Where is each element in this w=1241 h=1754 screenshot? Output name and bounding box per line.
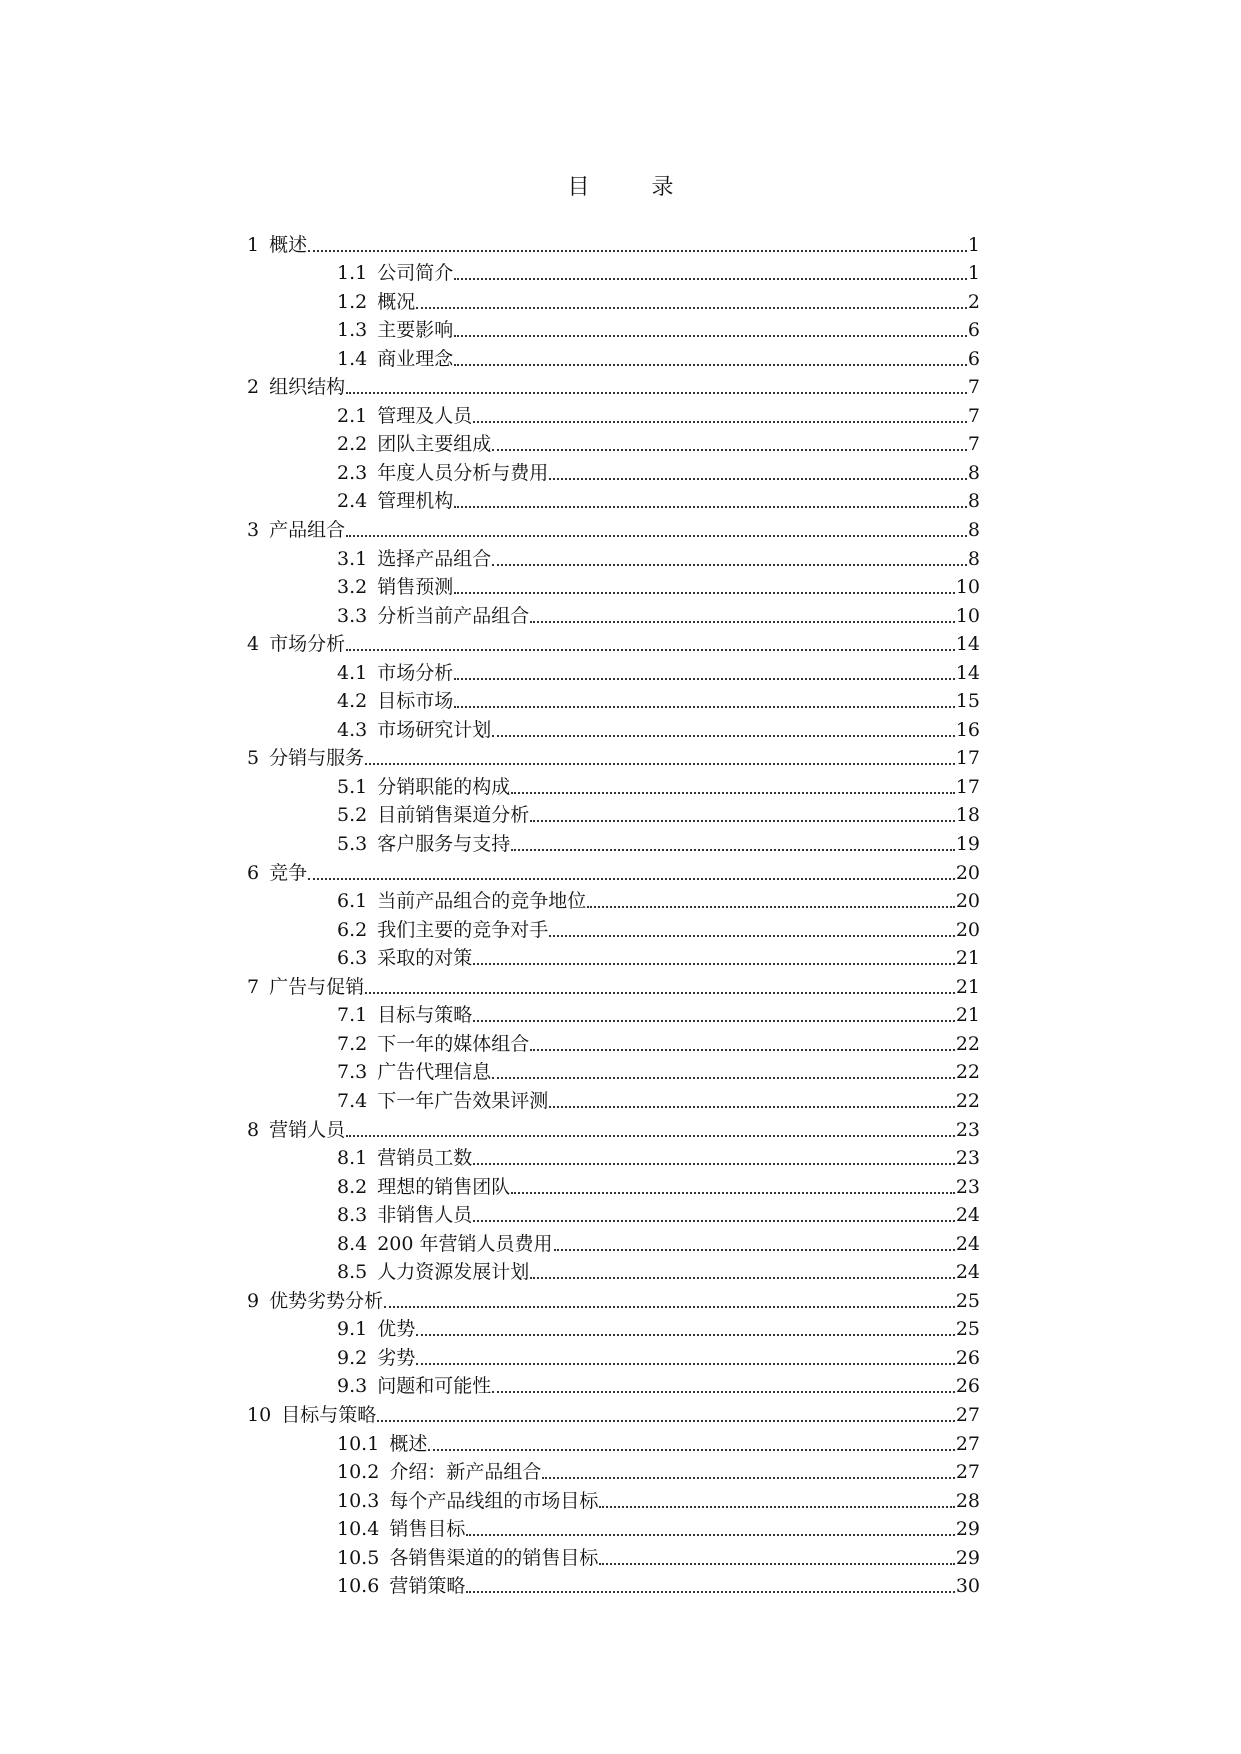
toc-entry-page-number: 8 xyxy=(967,547,980,570)
toc-dot-leader xyxy=(473,421,967,423)
page-title-left: 目 xyxy=(567,175,590,200)
toc-entry-page-number: 26 xyxy=(955,1375,980,1398)
toc-entry-number: 6.1 xyxy=(337,890,368,913)
toc-entry-page-number: 21 xyxy=(955,1004,980,1027)
toc-dot-leader xyxy=(530,1277,955,1279)
toc-entry-number: 8.5 xyxy=(337,1261,368,1284)
toc-entry-title: 问题和可能性 xyxy=(377,1375,492,1398)
toc-entry-page-number: 22 xyxy=(955,1032,980,1055)
toc-entry-title: 客户服务与支持 xyxy=(377,833,511,856)
toc-entry-page-number: 27 xyxy=(955,1403,980,1426)
toc-entry[interactable] xyxy=(247,1058,980,1087)
toc-entry-title: 人力资源发展计划 xyxy=(377,1261,530,1284)
toc-entry[interactable] xyxy=(247,430,980,459)
toc-entry-title: 采取的对策 xyxy=(377,947,473,970)
toc-entry[interactable] xyxy=(247,316,980,345)
toc-dot-leader xyxy=(346,392,967,394)
toc-entry-page-number: 26 xyxy=(955,1346,980,1369)
toc-entry-title: 营销员工数 xyxy=(377,1147,473,1170)
toc-entry[interactable] xyxy=(247,1258,980,1287)
toc-entry-page-number: 30 xyxy=(955,1575,980,1598)
toc-entry[interactable] xyxy=(247,458,980,487)
toc-dot-leader xyxy=(454,335,967,337)
toc-entry-page-number: 1 xyxy=(967,262,980,285)
toc-dot-leader xyxy=(530,1049,955,1051)
toc-entry-title: 管理及人员 xyxy=(377,404,473,427)
toc-entry[interactable] xyxy=(247,1201,980,1230)
toc-entry-number: 1.2 xyxy=(337,290,368,313)
toc-entry-number: 7.1 xyxy=(337,1004,368,1027)
toc-entry-page-number: 24 xyxy=(955,1204,980,1227)
toc-entry-number: 9 xyxy=(247,1289,260,1312)
toc-entry-page-number: 17 xyxy=(955,775,980,798)
toc-entry-title: 市场分析 xyxy=(377,661,454,684)
toc-entry-title: 分销与服务 xyxy=(269,747,365,770)
toc-entry[interactable] xyxy=(247,630,980,659)
toc-entry[interactable] xyxy=(247,1001,980,1030)
toc-entry-title: 概述 xyxy=(269,233,308,256)
toc-entry-title: 商业理念 xyxy=(377,347,454,370)
toc-entry-number: 8.4 xyxy=(337,1232,368,1255)
toc-entry-page-number: 24 xyxy=(955,1261,980,1284)
toc-entry-title: 下一年的媒体组合 xyxy=(377,1032,530,1055)
toc-entry[interactable] xyxy=(247,1029,980,1058)
toc-entry-number: 4 xyxy=(247,633,260,656)
toc-entry-title: 目标与策略 xyxy=(281,1403,377,1426)
toc-entry-title: 下一年广告效果评测 xyxy=(377,1089,549,1112)
toc-entry-page-number: 21 xyxy=(955,975,980,998)
toc-dot-leader xyxy=(346,1135,955,1137)
toc-entry-title: 市场分析 xyxy=(269,633,346,656)
toc-entry-page-number: 22 xyxy=(955,1089,980,1112)
toc-entry[interactable] xyxy=(247,1144,980,1173)
toc-entry-number: 9.3 xyxy=(337,1375,368,1398)
toc-entry-title: 主要影响 xyxy=(377,319,454,342)
toc-entry-number: 9.2 xyxy=(337,1346,368,1369)
toc-entry[interactable] xyxy=(247,1429,980,1458)
page-title xyxy=(0,170,1241,201)
toc-entry-page-number: 15 xyxy=(955,690,980,713)
toc-entry[interactable] xyxy=(247,1572,980,1601)
toc-entry[interactable] xyxy=(247,1400,980,1429)
toc-entry[interactable] xyxy=(247,887,980,916)
toc-dot-leader xyxy=(308,878,955,880)
toc-entry-page-number: 19 xyxy=(955,833,980,856)
toc-entry-number: 8.2 xyxy=(337,1175,368,1198)
toc-entry[interactable] xyxy=(247,601,980,630)
toc-entry-number: 4.3 xyxy=(337,718,368,741)
toc-entry-title: 组织结构 xyxy=(269,376,346,399)
toc-entry-number: 3.1 xyxy=(337,547,368,570)
toc-dot-leader xyxy=(377,1420,955,1422)
toc-entry-title: 目标市场 xyxy=(377,690,454,713)
toc-dot-leader xyxy=(346,649,955,651)
toc-entry-title: 介绍：新产品组合 xyxy=(389,1461,542,1484)
toc-entry-number: 5.3 xyxy=(337,833,368,856)
toc-entry[interactable] xyxy=(247,515,980,544)
toc-dot-leader xyxy=(492,449,967,451)
toc-entry[interactable] xyxy=(247,1229,980,1258)
toc-entry-number: 6.2 xyxy=(337,918,368,941)
toc-entry-number: 1.3 xyxy=(337,319,368,342)
toc-entry-number: 10.5 xyxy=(337,1546,380,1569)
toc-entry-page-number: 20 xyxy=(955,890,980,913)
toc-entry-number: 2.1 xyxy=(337,404,368,427)
toc-dot-leader xyxy=(492,735,955,737)
toc-entry-number: 1 xyxy=(247,233,260,256)
toc-dot-leader xyxy=(492,1077,955,1079)
toc-entry-number: 4.2 xyxy=(337,690,368,713)
toc-entry-title: 各销售渠道的的销售目标 xyxy=(389,1546,599,1569)
toc-entry-number: 1.4 xyxy=(337,347,368,370)
toc-entry-page-number: 8 xyxy=(967,519,980,542)
toc-entry-title: 营销策略 xyxy=(389,1575,466,1598)
toc-entry-title: 劣势 xyxy=(377,1346,416,1369)
toc-dot-leader xyxy=(511,1192,955,1194)
toc-entry[interactable] xyxy=(247,259,980,288)
toc-entry-number: 3 xyxy=(247,519,260,542)
toc-entry[interactable] xyxy=(247,915,980,944)
toc-entry[interactable] xyxy=(247,801,980,830)
toc-dot-leader xyxy=(473,1220,955,1222)
toc-entry-number: 8.3 xyxy=(337,1204,368,1227)
toc-entry-title: 我们主要的竞争对手 xyxy=(377,918,549,941)
toc-entry-title: 理想的销售团队 xyxy=(377,1175,511,1198)
toc-dot-leader xyxy=(454,278,967,280)
toc-entry-number: 3.2 xyxy=(337,576,368,599)
toc-entry-title: 当前产品组合的竞争地位 xyxy=(377,890,587,913)
toc-entry-number: 10.4 xyxy=(337,1518,380,1541)
toc-entry[interactable] xyxy=(247,1515,980,1544)
toc-entry-title: 团队主要组成 xyxy=(377,433,492,456)
toc-entry-title: 广告与促销 xyxy=(269,975,365,998)
toc-entry-page-number: 2 xyxy=(967,290,980,313)
toc-dot-leader xyxy=(549,1106,955,1108)
toc-entry-number: 7 xyxy=(247,975,260,998)
toc-entry-title: 年度人员分析与费用 xyxy=(377,461,549,484)
toc-entry-number: 2 xyxy=(247,376,260,399)
page-title-right: 录 xyxy=(651,175,674,200)
toc-entry-number: 10.1 xyxy=(337,1432,380,1455)
toc-dot-leader xyxy=(454,678,955,680)
toc-entry[interactable] xyxy=(247,1315,980,1344)
toc-entry[interactable] xyxy=(247,1286,980,1315)
toc-entry-page-number: 23 xyxy=(955,1175,980,1198)
toc-entry[interactable] xyxy=(247,287,980,316)
toc-entry[interactable] xyxy=(247,687,980,716)
toc-entry-title: 销售预测 xyxy=(377,576,454,599)
toc-entry[interactable] xyxy=(247,1458,980,1487)
toc-entry[interactable] xyxy=(247,230,980,259)
toc-entry-title: 产品组合 xyxy=(269,519,346,542)
toc-entry-title: 概况 xyxy=(377,290,416,313)
toc-dot-leader xyxy=(416,1363,955,1365)
toc-entry-page-number: 7 xyxy=(967,433,980,456)
toc-entry-page-number: 20 xyxy=(955,918,980,941)
toc-entry-page-number: 10 xyxy=(955,604,980,627)
toc-entry-title: 销售目标 xyxy=(389,1518,466,1541)
toc-dot-leader xyxy=(365,763,955,765)
toc-entry-title: 分析当前产品组合 xyxy=(377,604,530,627)
toc-entry-page-number: 6 xyxy=(967,347,980,370)
toc-entry-title: 管理机构 xyxy=(377,490,454,513)
toc-entry-page-number: 27 xyxy=(955,1432,980,1455)
toc-entry-page-number: 22 xyxy=(955,1061,980,1084)
toc-entry[interactable] xyxy=(247,715,980,744)
toc-entry-title: 目前销售渠道分析 xyxy=(377,804,530,827)
toc-entry-title: 目标与策略 xyxy=(377,1004,473,1027)
toc-entry-page-number: 28 xyxy=(955,1489,980,1512)
toc-entry[interactable] xyxy=(247,373,980,402)
toc-entry-title: 公司简介 xyxy=(377,262,454,285)
toc-entry[interactable] xyxy=(247,772,980,801)
toc-dot-leader xyxy=(530,820,955,822)
toc-dot-leader xyxy=(511,792,955,794)
toc-entry-page-number: 7 xyxy=(967,404,980,427)
toc-dot-leader xyxy=(416,1334,955,1336)
toc-entry[interactable] xyxy=(247,944,980,973)
toc-entry-title: 营销人员 xyxy=(269,1118,346,1141)
toc-entry-page-number: 20 xyxy=(955,861,980,884)
toc-dot-leader xyxy=(454,592,955,594)
toc-dot-leader xyxy=(492,1391,955,1393)
toc-dot-leader xyxy=(466,1591,954,1593)
toc-entry-page-number: 23 xyxy=(955,1147,980,1170)
toc-entry-number: 6 xyxy=(247,861,260,884)
toc-entry-number: 8 xyxy=(247,1118,260,1141)
toc-entry[interactable] xyxy=(247,1086,980,1115)
toc-dot-leader xyxy=(473,1020,955,1022)
toc-entry-title: 200 年营销人员费用 xyxy=(377,1232,553,1255)
toc-entry[interactable] xyxy=(247,544,980,573)
toc-entry-page-number: 6 xyxy=(967,319,980,342)
toc-dot-leader xyxy=(554,1249,955,1251)
toc-entry-page-number: 1 xyxy=(967,233,980,256)
toc-entry-number: 2.2 xyxy=(337,433,368,456)
toc-entry[interactable] xyxy=(247,1115,980,1144)
toc-dot-leader xyxy=(473,963,955,965)
toc-dot-leader xyxy=(549,935,955,937)
toc-dot-leader xyxy=(466,1534,954,1536)
toc-entry-number: 8.1 xyxy=(337,1147,368,1170)
toc-entry-number: 10 xyxy=(247,1403,272,1426)
toc-entry-title: 概述 xyxy=(389,1432,428,1455)
toc-dot-leader xyxy=(428,1449,954,1451)
toc-dot-leader xyxy=(308,250,967,252)
toc-entry-number: 1.1 xyxy=(337,262,368,285)
table-of-contents xyxy=(247,230,980,1600)
toc-entry-number: 2.3 xyxy=(337,461,368,484)
toc-entry[interactable] xyxy=(247,658,980,687)
toc-entry-number: 6.3 xyxy=(337,947,368,970)
toc-dot-leader xyxy=(599,1563,954,1565)
toc-entry-page-number: 25 xyxy=(955,1289,980,1312)
toc-entry[interactable] xyxy=(247,1543,980,1572)
toc-entry-number: 5.2 xyxy=(337,804,368,827)
toc-entry-title: 竞争 xyxy=(269,861,308,884)
toc-dot-leader xyxy=(384,1306,955,1308)
toc-entry-title: 广告代理信息 xyxy=(377,1061,492,1084)
toc-entry-title: 优势劣势分析 xyxy=(269,1289,384,1312)
toc-entry[interactable] xyxy=(247,573,980,602)
toc-dot-leader xyxy=(542,1477,954,1479)
toc-entry[interactable] xyxy=(247,829,980,858)
toc-entry[interactable] xyxy=(247,344,980,373)
toc-dot-leader xyxy=(454,364,967,366)
toc-entry-page-number: 10 xyxy=(955,576,980,599)
toc-entry-page-number: 8 xyxy=(967,461,980,484)
toc-entry-page-number: 24 xyxy=(955,1232,980,1255)
toc-dot-leader xyxy=(416,307,967,309)
toc-entry-title: 优势 xyxy=(377,1318,416,1341)
toc-entry-page-number: 14 xyxy=(955,661,980,684)
toc-dot-leader xyxy=(599,1506,954,1508)
toc-entry-number: 7.3 xyxy=(337,1061,368,1084)
toc-entry-number: 4.1 xyxy=(337,661,368,684)
toc-entry-page-number: 25 xyxy=(955,1318,980,1341)
toc-entry-title: 市场研究计划 xyxy=(377,718,492,741)
toc-entry-page-number: 7 xyxy=(967,376,980,399)
toc-dot-leader xyxy=(365,992,955,994)
toc-entry-page-number: 16 xyxy=(955,718,980,741)
toc-entry[interactable] xyxy=(247,1486,980,1515)
toc-entry-page-number: 14 xyxy=(955,633,980,656)
toc-entry[interactable] xyxy=(247,744,980,773)
toc-entry-number: 10.2 xyxy=(337,1461,380,1484)
toc-entry-page-number: 18 xyxy=(955,804,980,827)
toc-entry[interactable] xyxy=(247,1172,980,1201)
toc-entry-number: 7.4 xyxy=(337,1089,368,1112)
toc-entry-page-number: 23 xyxy=(955,1118,980,1141)
toc-entry-page-number: 27 xyxy=(955,1461,980,1484)
toc-entry-title: 每个产品线组的市场目标 xyxy=(389,1489,599,1512)
toc-entry-number: 10.6 xyxy=(337,1575,380,1598)
toc-entry-title: 选择产品组合 xyxy=(377,547,492,570)
toc-entry-number: 3.3 xyxy=(337,604,368,627)
toc-dot-leader xyxy=(454,706,955,708)
toc-entry[interactable] xyxy=(247,487,980,516)
toc-entry[interactable] xyxy=(247,972,980,1001)
toc-dot-leader xyxy=(454,506,967,508)
toc-entry-number: 9.1 xyxy=(337,1318,368,1341)
toc-dot-leader xyxy=(473,1163,955,1165)
toc-dot-leader xyxy=(492,564,967,566)
toc-entry-page-number: 8 xyxy=(967,490,980,513)
toc-entry-title: 分销职能的构成 xyxy=(377,775,511,798)
toc-entry-page-number: 29 xyxy=(955,1546,980,1569)
toc-entry-title: 非销售人员 xyxy=(377,1204,473,1227)
toc-entry-number: 7.2 xyxy=(337,1032,368,1055)
toc-entry[interactable] xyxy=(247,858,980,887)
toc-entry[interactable] xyxy=(247,1343,980,1372)
toc-entry-page-number: 17 xyxy=(955,747,980,770)
toc-entry-number: 10.3 xyxy=(337,1489,380,1512)
toc-dot-leader xyxy=(587,906,955,908)
toc-dot-leader xyxy=(530,621,955,623)
toc-dot-leader xyxy=(346,535,967,537)
toc-entry[interactable] xyxy=(247,401,980,430)
toc-entry[interactable] xyxy=(247,1372,980,1401)
toc-entry-number: 2.4 xyxy=(337,490,368,513)
toc-dot-leader xyxy=(549,478,967,480)
toc-entry-number: 5 xyxy=(247,747,260,770)
toc-entry-page-number: 21 xyxy=(955,947,980,970)
toc-entry-page-number: 29 xyxy=(955,1518,980,1541)
toc-dot-leader xyxy=(511,849,955,851)
toc-entry-number: 5.1 xyxy=(337,775,368,798)
